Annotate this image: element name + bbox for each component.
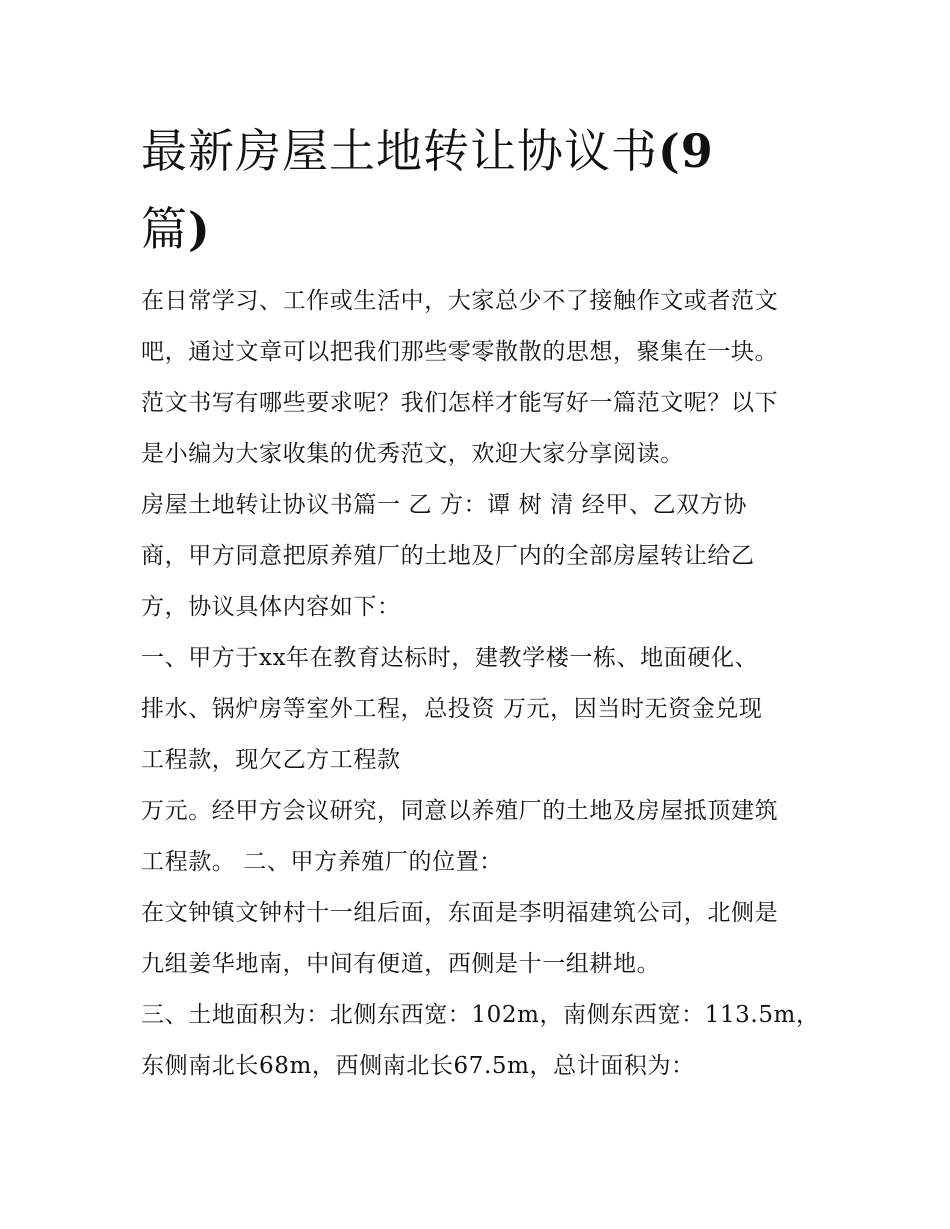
title-line2-char: 篇 bbox=[141, 202, 188, 256]
body-line: 是小编为大家收集的优秀范文，欢迎大家分享阅读。 bbox=[141, 441, 684, 467]
body-line: 工程款，现欠乙方工程款 bbox=[141, 747, 401, 773]
body-line: 九组姜华地南，中间有便道，西侧是十一组耕地。 bbox=[141, 951, 661, 977]
body-line: 在文钟镇文钟村十一组后面，东面是李明福建筑公司，北侧是 bbox=[141, 900, 779, 926]
body-line: 一、甲方于xx年在教育达标时，建教学楼一栋、地面硬化、 bbox=[141, 645, 759, 671]
title-main-text: 最新房屋土地转让协议书 bbox=[141, 124, 658, 178]
body-line: 万元。经甲方会议研究，同意以养殖厂的土地及房屋抵顶建筑 bbox=[141, 798, 779, 824]
document-title bbox=[141, 112, 781, 268]
body-line: 方，协议具体内容如下： bbox=[141, 594, 401, 620]
body-line: 吧，通过文章可以把我们那些零零散散的思想，聚集在一块。 bbox=[141, 339, 779, 365]
body-line: 东侧南北长68m，西侧南北长67.5m，总计面积为： bbox=[141, 1053, 695, 1079]
body-line: 三、土地面积为：北侧东西宽：102m，南侧东西宽：113.5m， bbox=[141, 1002, 820, 1028]
title-paren-open: (9 bbox=[658, 124, 714, 178]
body-line: 排水、锅炉房等室外工程，总投资 万元，因当时无资金兑现 bbox=[141, 696, 763, 722]
body-line: 在日常学习、工作或生活中，大家总少不了接触作文或者范文 bbox=[141, 288, 779, 314]
body-line: 工程款。 二、甲方养殖厂的位置： bbox=[141, 849, 503, 875]
body-line: 范文书写有哪些要求呢？我们怎样才能写好一篇范文呢？以下 bbox=[141, 390, 779, 416]
body-line: 房屋土地转让协议书篇一 乙 方：谭 树 清 经甲、乙双方协 bbox=[141, 492, 747, 518]
body-line: 商，甲方同意把原养殖厂的土地及厂内的全部房屋转让给乙 bbox=[141, 543, 755, 569]
document-body bbox=[141, 276, 821, 1092]
title-paren-close: ) bbox=[188, 202, 211, 256]
